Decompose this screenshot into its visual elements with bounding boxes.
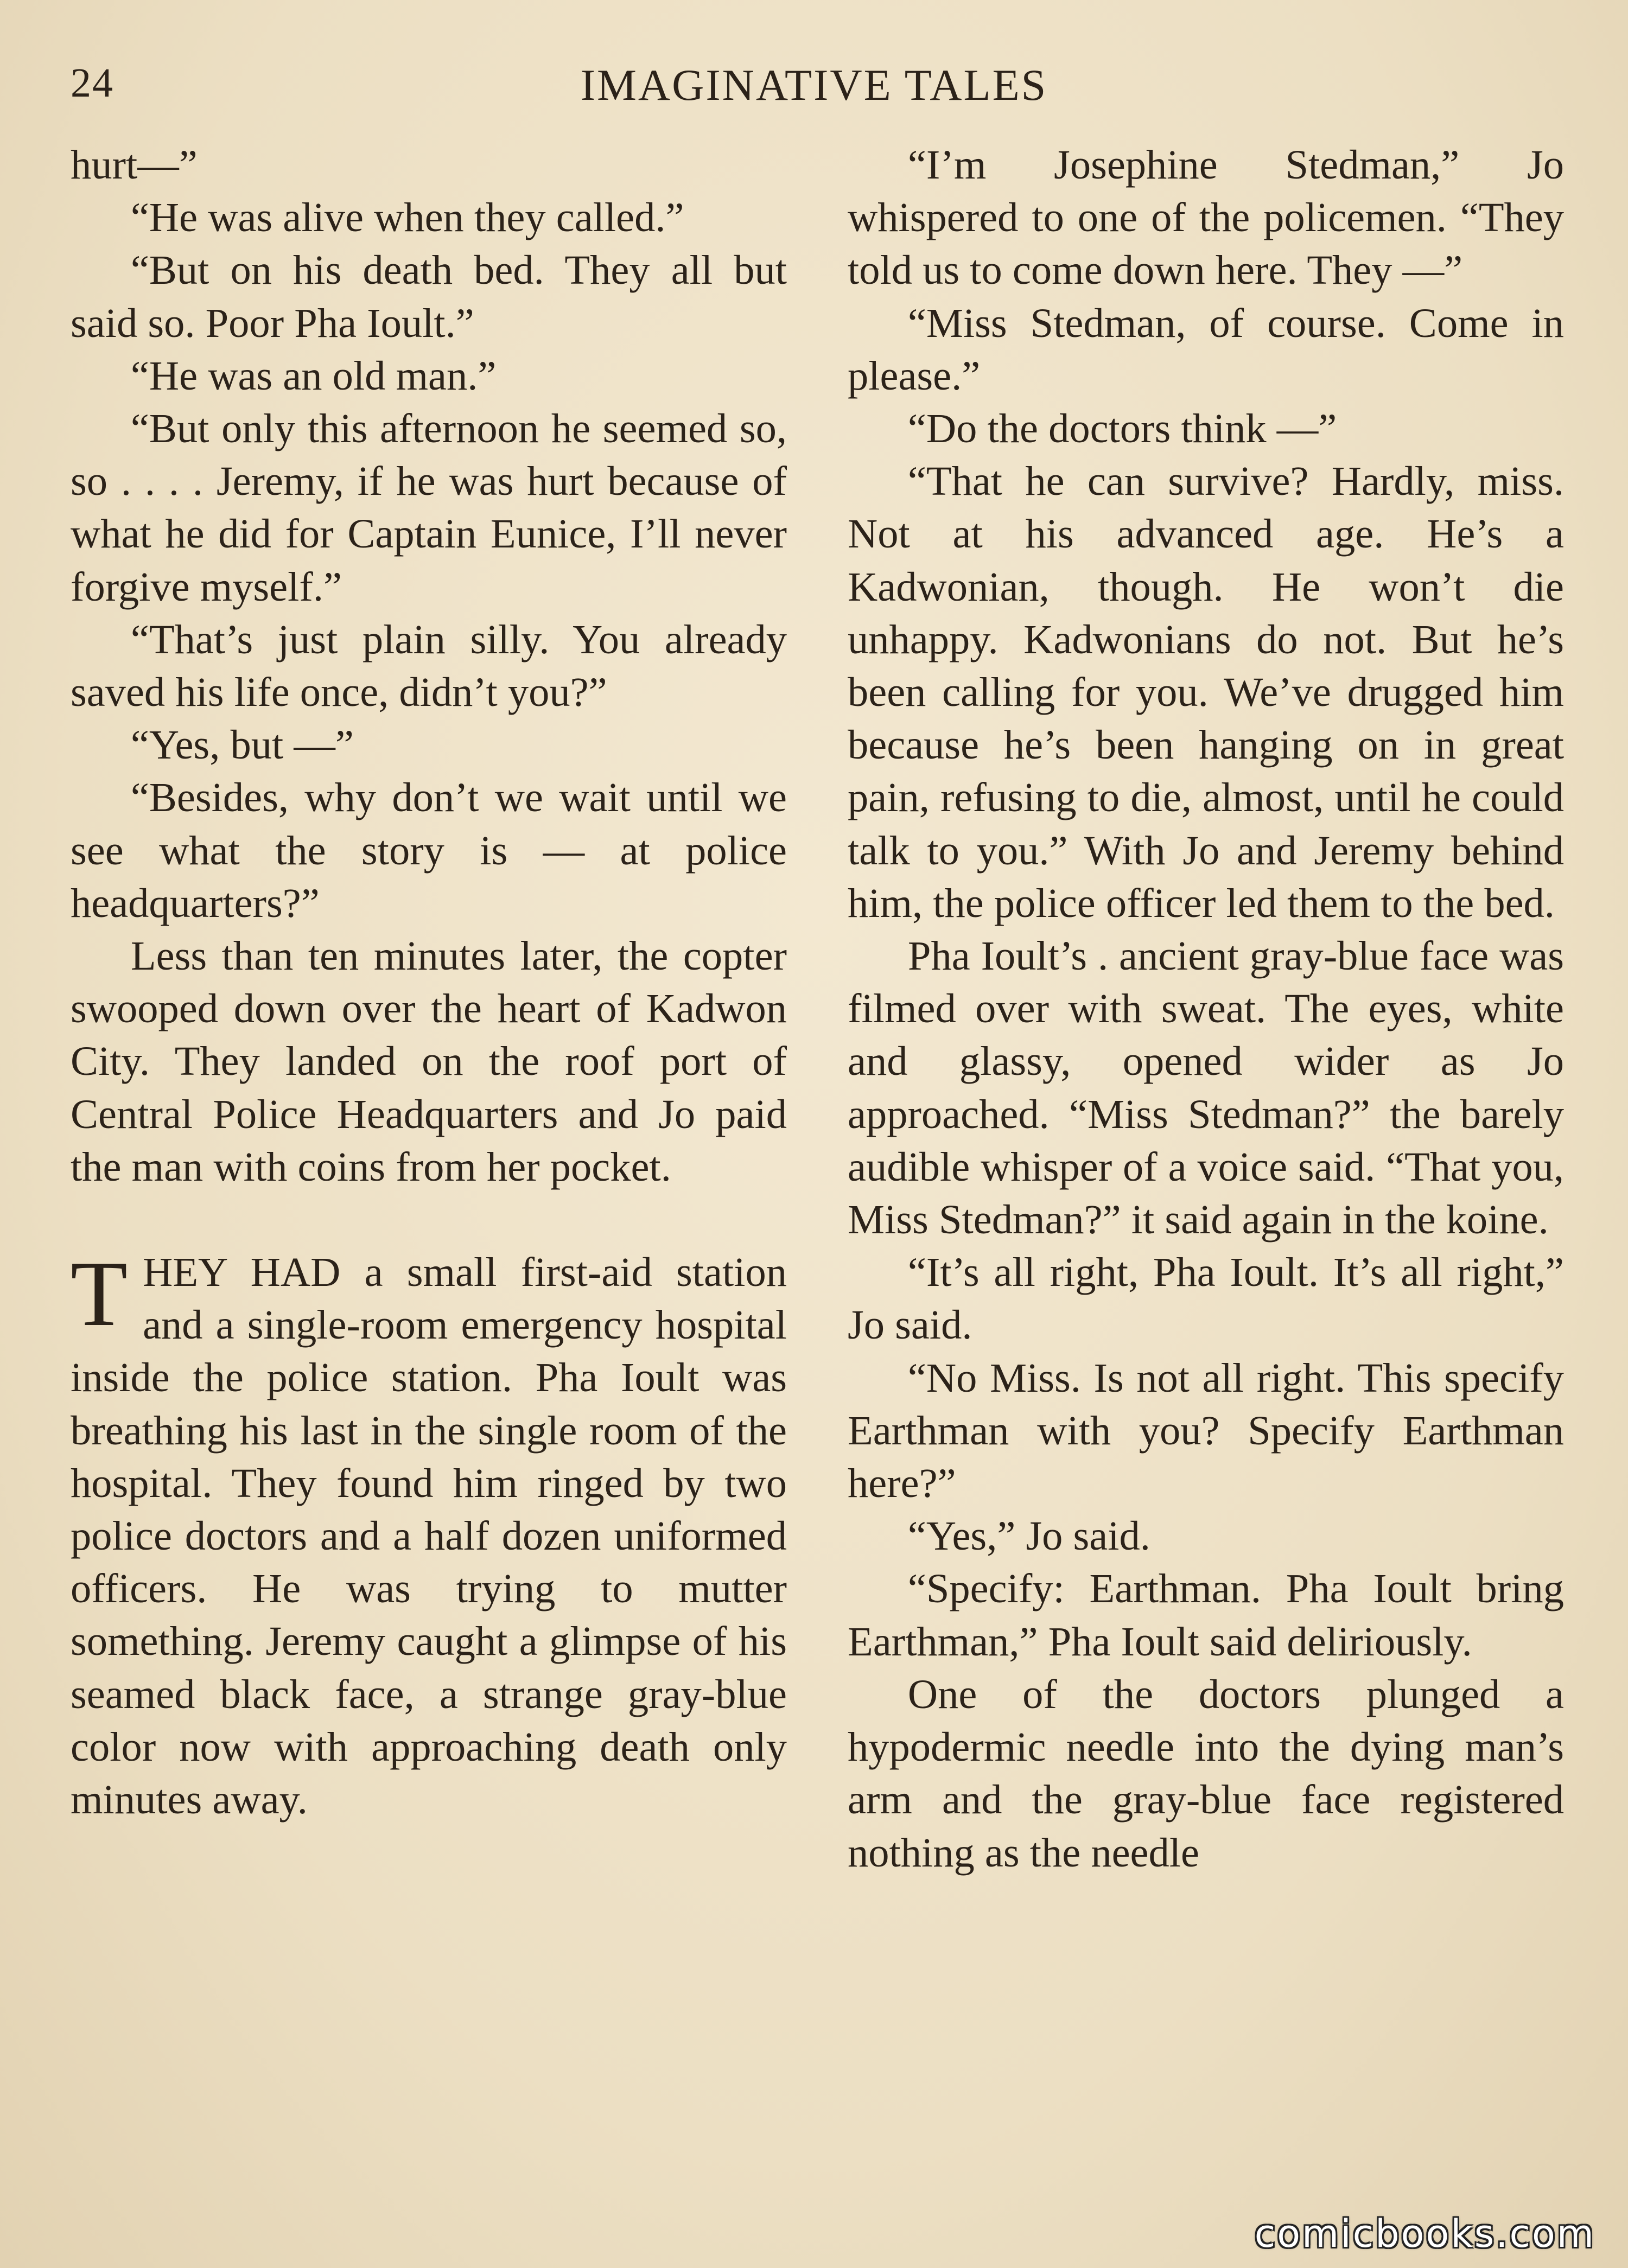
paragraph: Less than ten minutes later, the copter swooped down over the heart of Kadwon City. They landed on the roof port of Central Police Headquarters and Jo paid the man with coins from her pocket. (71, 933, 787, 1190)
paragraph: Pha Ioult’s . ancient gray-blue face was filmed over with sweat. The eyes, white and glassy, opened wider as Jo approached. “Miss Stedman?” the barely audible whisper of a voice said. “That you, Miss Stedman?” it said again in the koine. (848, 933, 1564, 1243)
paragraph: “That he can survive? Hardly, miss. Not at his advanced age. He’s a Kadwonian, though. He won’t die unhappy. Kadwonians do not. But he’s been calling for you. We’ve drugged him because he’s been hanging on in great pain, refusing to die, almost, until he could talk to you.” With Jo and Jeremy behind him, the police officer led them to the bed. (848, 458, 1564, 926)
section-opening-paragraph (71, 1243, 787, 1826)
paragraph: “I’m Josephine Stedman,” Jo whispered to one of the policemen. “They told us to come down here. They —” (848, 142, 1564, 294)
paragraph: “Besides, why don’t we wait until we see what the story is — at police headquarters?” (71, 774, 787, 926)
paragraph: “But only this afternoon he seemed so, so . . . . Jeremy, if he was hurt because of what he did for Captain Eunice, I’ll never forgive myself.” (71, 405, 787, 610)
paragraph: “Do the doctors think —” (907, 405, 1337, 452)
paragraph: “Specify: Earthman. Pha Ioult bring Earthman,” Pha Ioult said deliriously. (848, 1565, 1564, 1665)
paragraph: One of the doctors plunged a hypodermic needle into the dying man’s arm and the gray-blue face registered nothing as the needle (848, 1671, 1564, 1876)
drop-cap: T (71, 1243, 128, 1346)
paragraph: “Miss Stedman, of course. Come in please.” (848, 300, 1564, 399)
paragraph: “Yes, but —” (130, 722, 354, 768)
watermark-text: comicbooks.com (1254, 2212, 1595, 2256)
section-text: HEY HAD a small first-aid station and a single-room emergency hospital inside the police station. Pha Ioult was breathing his last in the single room of the hospital. They found him ringed by two police doctors and a half dozen uniformed officers. He was trying to mutter something. Jeremy caught a glimpse of his seamed black face, a strange gray-blue color now with approaching death only minutes away. (71, 1249, 787, 1823)
page-header (0, 60, 1628, 119)
paragraph: “No Miss. Is not all right. This specify Earthman with you? Specify Earthman here?” (848, 1354, 1564, 1507)
paragraph: “It’s all right, Pha Ioult. It’s all right,” Jo said. (848, 1249, 1564, 1348)
paragraph: “He was alive when they called.” (130, 194, 684, 241)
running-title: IMAGINATIVE TALES (580, 60, 1048, 110)
paragraph: “But on his death bed. They all but said so. Poor Pha Ioult.” (71, 247, 787, 346)
left-column (71, 138, 787, 1826)
page-number: 24 (71, 60, 114, 106)
paragraph: hurt—” (71, 142, 198, 188)
right-column (848, 138, 1564, 1879)
paragraph: “He was an old man.” (130, 352, 497, 399)
paragraph: “Yes,” Jo said. (907, 1513, 1150, 1559)
paragraph: “That’s just plain silly. You already saved his life once, didn’t you?” (71, 616, 787, 716)
